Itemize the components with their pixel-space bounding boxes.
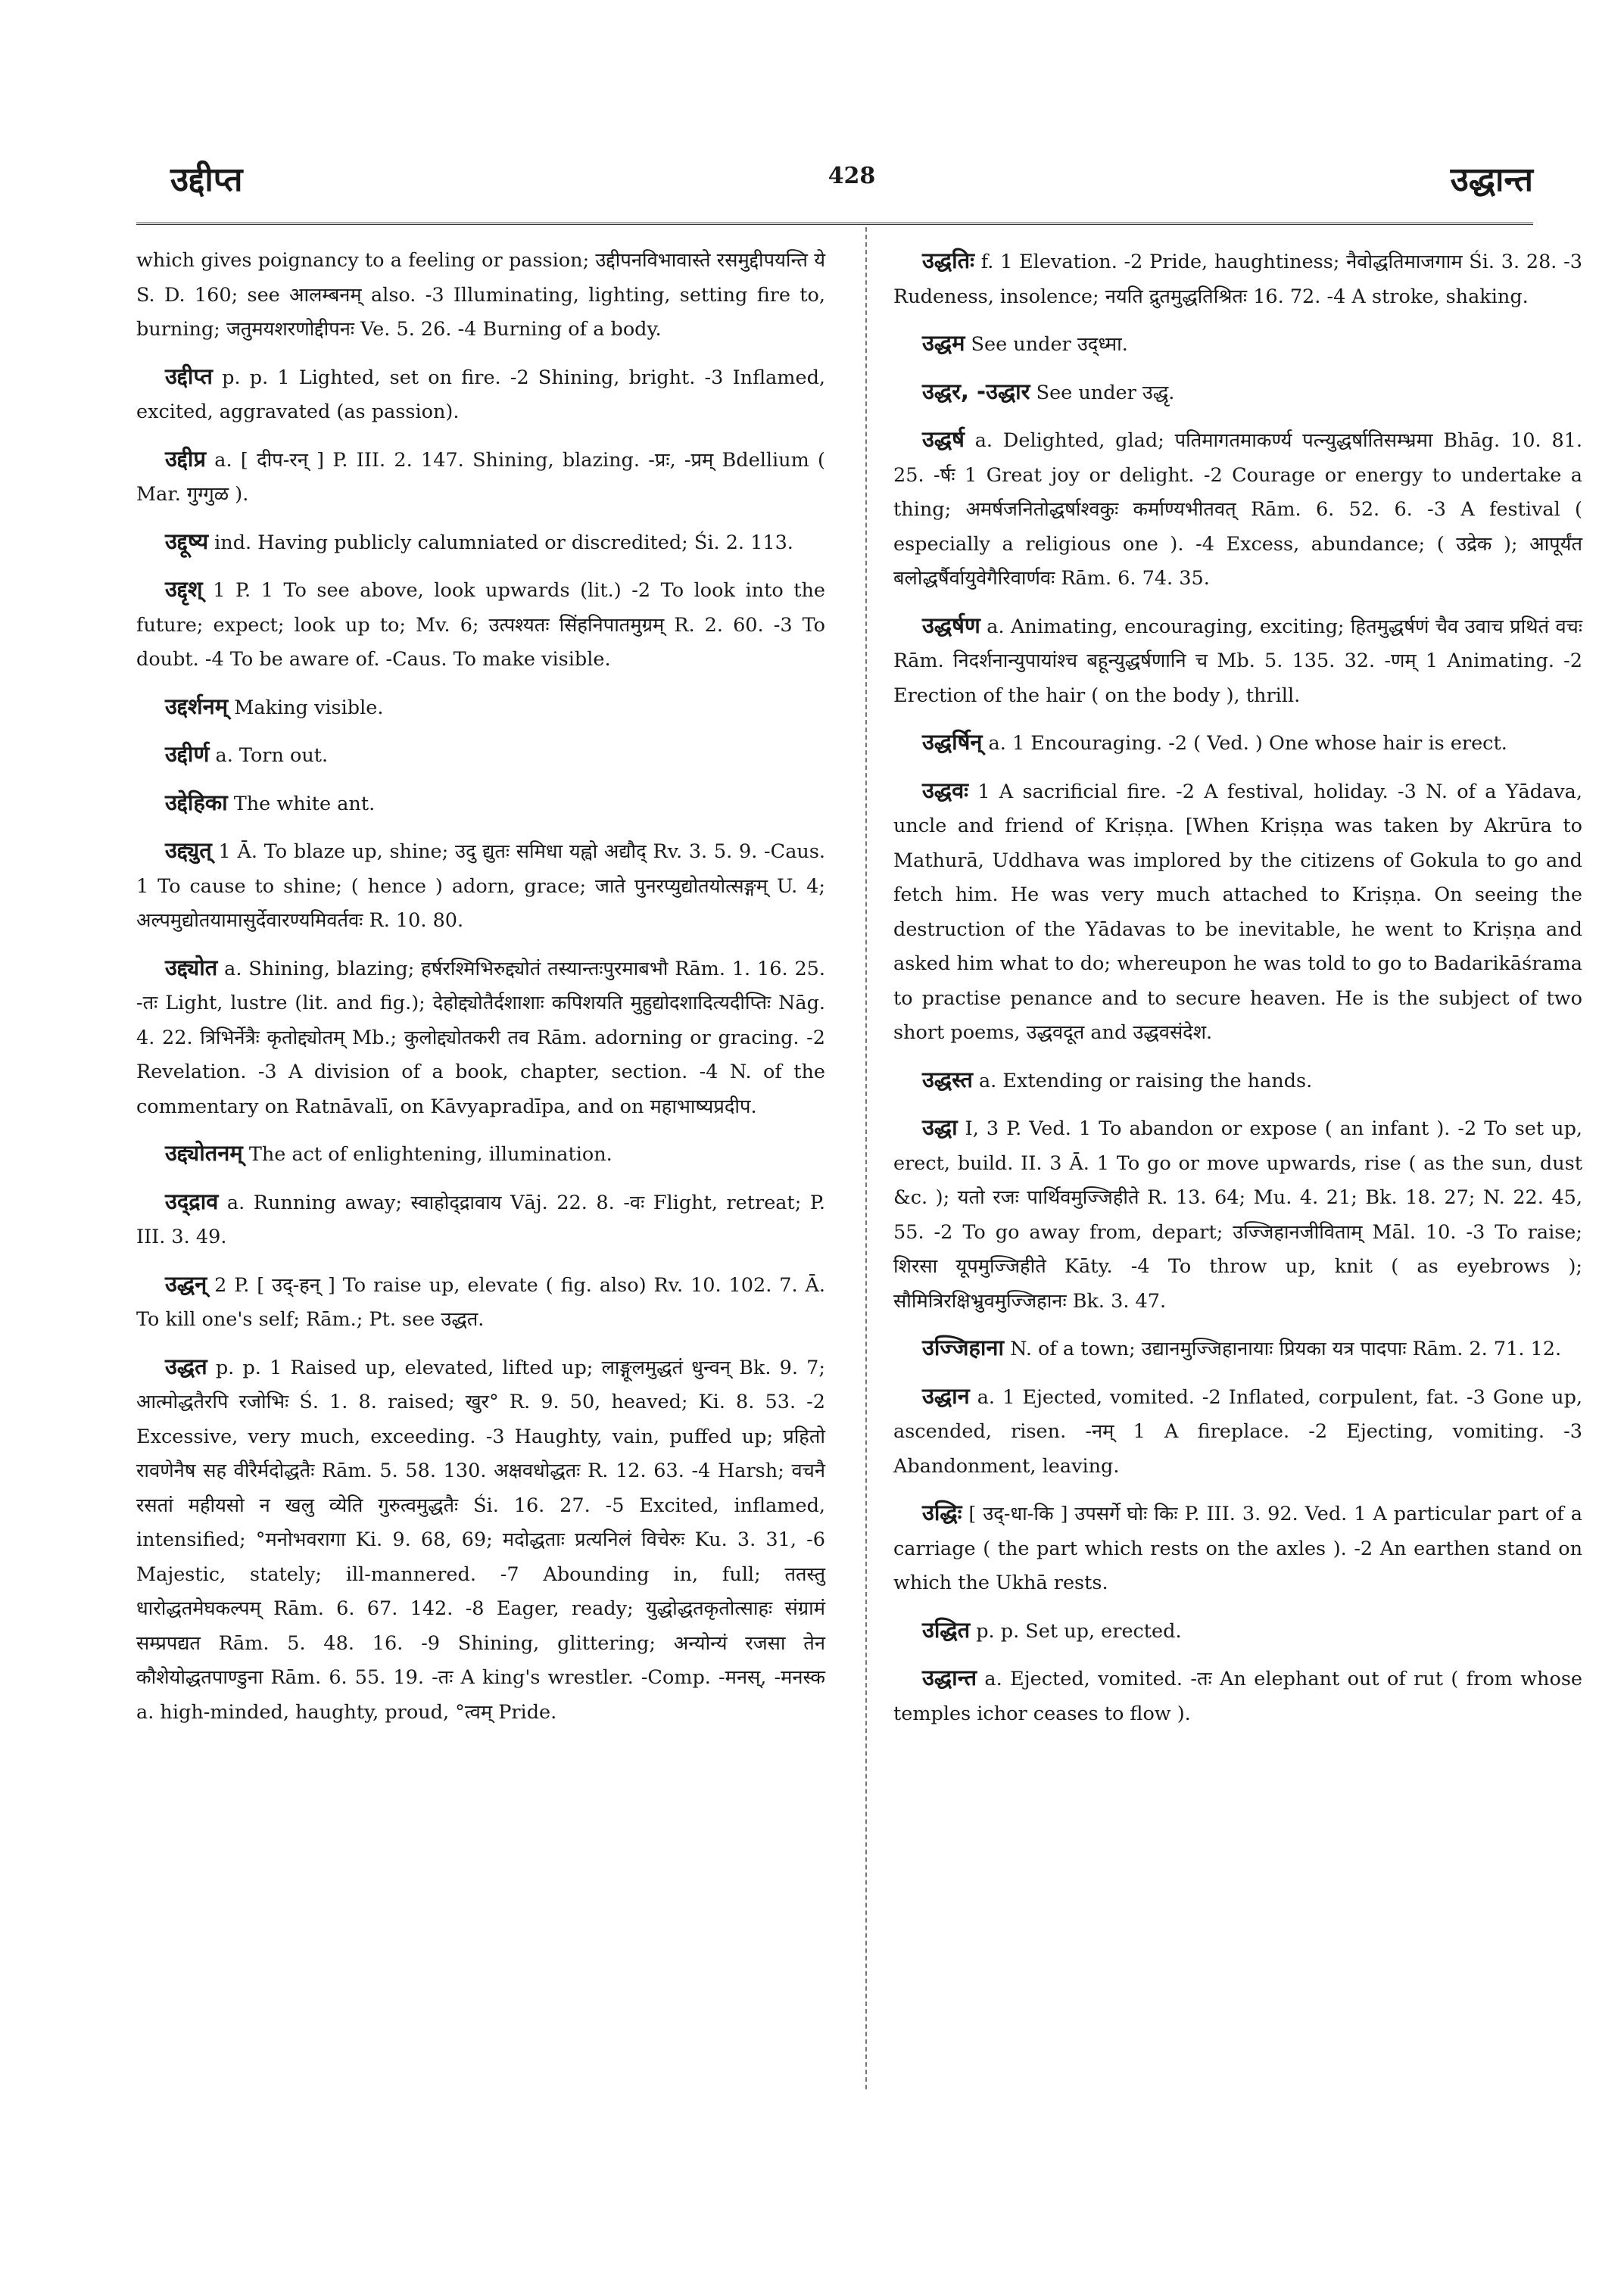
entry-headword: उद्दूष्य	[165, 528, 209, 554]
entry-text: See under उद्ध्मा.	[971, 333, 1128, 356]
entry-headword: उद्दर्शनम्	[165, 693, 229, 719]
page-number: 428	[828, 163, 876, 189]
dictionary-entry	[136, 833, 825, 939]
entry-text: 1 A sacrificial fire. -2 A festival, holiday. -3 N. of a Yādava, uncle and friend of Kriṣṇa. [When Kriṣṇa was taken by Akrūra to Mathurā, Uddhava was implored by the citizens of Gokula to go and fetch him. He was very much attached to Kriṣṇa. On seeing the destruction of the Yādavas to be inevitable, he went to Kriṣṇa and asked him what to do; whereupon he was told to go to Badarikāśrama to practise penance and to secure heaven. He is the subject of two short poems, उद्धवदूत and उद्धवसंदेश.	[893, 780, 1582, 1044]
entry-text: p. p. Set up, erected.	[976, 1619, 1182, 1643]
entry-headword: उद्धर्षण	[922, 612, 980, 638]
entry-text: The white ant.	[233, 792, 376, 815]
dictionary-entry	[136, 1267, 825, 1338]
entry-text: N. of a town; उद्यानमुज्जिहानायाः प्रियका यत्र पादपाः Rām. 2. 71. 12.	[1010, 1338, 1562, 1360]
entry-headword: उद्धस्त	[922, 1066, 973, 1092]
dictionary-entry	[136, 786, 825, 822]
dictionary-entry	[136, 1136, 825, 1173]
dictionary-entry	[893, 1379, 1582, 1485]
entry-headword: उद्द्योत	[165, 954, 218, 980]
entry-text: a. [ दीप-रन् ] P. III. 2. 147. Shining, blazing. -प्रः, -प्रम् Bdellium ( Mar. गुग्गुळ ).	[136, 448, 826, 506]
entry-text: f. 1 Elevation. -2 Pride, haughtiness; नैवोद्धतिमाजगाम Śi. 3. 28. -3 Rudeness, insolence; नयति द्रुतमुद्धतिश्रितः 16. 72. -4 A stroke, shaking.	[893, 251, 1582, 308]
entry-headword: उद्धान	[922, 1382, 970, 1409]
entry-text: 2 P. [ उद्-हन् ] To raise up, elevate ( fig. also) Rv. 10. 102. 7. Ā. To kill one's self; Rām.; Pt. see उद्धत.	[136, 1273, 825, 1331]
entry-headword: उद्द्राव	[165, 1188, 219, 1214]
entry-headword: उद्द्योतनम्	[165, 1140, 243, 1166]
dictionary-entry	[893, 774, 1582, 1051]
entry-text: a. Running away; स्वाहोद्द्रावाय Vāj. 22. 8. -वः Flight, retreat; P. III. 3. 49.	[136, 1191, 825, 1248]
dictionary-entry	[136, 1185, 825, 1255]
entry-text: a. Animating, encouraging, exciting; हितमुद्धर्षणं चैव उवाच प्रथितं वचः Rām. निदर्शनान्युपायांश्च बहून्युद्धर्षणानि च Mb. 5. 135. 32. -णम् 1 Animating. -2 Erection of the hair ( on the body ), thrill.	[893, 615, 1582, 707]
left-column	[136, 244, 825, 1742]
entry-text: a. Ejected, vomited. -तः An elephant out of rut ( from whose temples ichor ceases to flow ).	[893, 1668, 1582, 1725]
entry-headword: उद्धवः	[922, 777, 969, 803]
dictionary-entry	[893, 1111, 1582, 1319]
entry-headword: उद्धान्त	[922, 1665, 977, 1690]
dictionary-entry	[136, 690, 825, 726]
dictionary-entry	[136, 360, 825, 430]
dictionary-entry	[893, 1613, 1582, 1650]
dictionary-entry	[893, 1496, 1582, 1601]
dictionary-entry	[136, 951, 825, 1125]
entry-headword: उद्धिः	[922, 1500, 962, 1525]
entry-text: 1 Ā. To blaze up, shine; उदु द्युतः समिधा यह्वो अद्यौद् Rv. 3. 5. 9. -Caus. 1 To cause to shine; ( hence ) adorn, grace; जाते पुनरप्युद्योतयोत्सङ्गम् U. 4; अल्पमुद्योतयामासुर्देवारण्यमिवर्तवः R. 10. 80.	[136, 840, 826, 932]
dictionary-entry	[136, 244, 825, 347]
entry-headword: उद्धन्	[165, 1270, 207, 1297]
entry-text: 1 P. 1 To see above, look upwards (lit.) -2 To look into the future; expect; look up to; Mv. 6; उत्पश्यतः सिंहनिपातमुग्रम् R. 2. 60. -3 To doubt. -4 To be aware of. -Caus. To make visible.	[136, 579, 825, 671]
entry-text: The act of enlightening, illumination.	[248, 1143, 613, 1166]
entry-headword: उद्धित	[922, 1616, 971, 1643]
entry-text: which gives poignancy to a feeling or passion; उद्दीपनविभावास्ते रसमुद्दीपयन्ति ये S. D. 160; see आलम्बनम् also. -3 Illuminating, lighting, setting fire to, burning; जतुमयशरणोद्दीपनः Ve. 5. 26. -4 Burning of a body.	[136, 249, 825, 341]
entry-text: I, 3 P. Ved. 1 To abandon or expose ( an infant ). -2 To set up, erect, build. II. 3 Ā. 1 To go or move upwards, rise ( as the sun, dust &c. ); यतो रजः पार्थिवमुज्जिहीते R. 13. 64; Mu. 4. 21; Bk. 18. 27; N. 22. 45, 55. -2 To go away from, depart; उज्जिहानजीविताम् Māl. 10. -3 To raise; शिरसा यूपमुज्जिहीते Kāty. -4 To throw up, knit ( as eyebrows ); सौमित्रिरक्षिभ्रुवमुज्जिहानः Bk. 3. 47.	[893, 1117, 1583, 1313]
entry-text: a. 1 Encouraging. -2 ( Ved. ) One whose hair is erect.	[988, 732, 1507, 755]
entry-headword: उद्धर, -उद्धार	[922, 378, 1030, 404]
entry-headword: उद्दृश्	[165, 576, 203, 602]
dictionary-entry	[136, 442, 825, 512]
dictionary-entry	[893, 326, 1582, 363]
dictionary-entry	[893, 1063, 1582, 1099]
page-header	[170, 155, 1533, 201]
entry-text: [ उद्-धा-कि ] उपसर्गे घोः किः P. III. 3. 92. Ved. 1 A particular part of a carriage ( the part which rests on the axles ). -2 An earthen stand on which the Ukhā rests.	[893, 1503, 1582, 1594]
entry-headword: उद्दीर्ण	[165, 741, 210, 767]
entry-headword: उद्धतिः	[922, 248, 974, 273]
entry-headword: उद्दीप्र	[165, 445, 206, 472]
entry-text: p. p. 1 Raised up, elevated, lifted up; लाङ्गूलमुद्धतं धुन्वन् Bk. 9. 7; आत्मोद्धतैरपि रजोभिः Ś. 1. 8. raised; खुर° R. 9. 50, heaved; Ki. 8. 53. -2 Excessive, very much, exceeding. -3 Haughty, vain, puffed up; प्रहितो रावणेनैष सह वीरैर्मदोद्धतैः Rām. 5. 58. 130. अक्षवधोद्धतः R. 12. 63. -4 Harsh; वचनै रसतां महीयसो न खलु व्येति गुरुत्वमुद्धतैः Śi. 16. 27. -5 Excited, inflamed, intensified; °मनोभवरागा Ki. 9. 68, 69; मदोद्धताः प्रत्यनिलं विचेरुः Ku. 3. 31, -6 Majestic, stately; ill-mannered. -7 Abounding in, full; ततस्तु धारोद्धतमेघकल्पम् Rām. 6. 67. 142. -8 Eager, ready; युद्धोद्धतकृतोत्साहः संग्रामं सम्प्रपद्यत Rām. 5. 48. 16. -9 Shining, glittering; अन्योन्यं रजसा तेन कौशेयोद्धतपाण्डुना Rām. 6. 55. 19. -तः A king's wrestler. -Comp. -मनस्, -मनस्क a. high-minded, haughty, proud, °त्वम् Pride.	[136, 1356, 825, 1724]
header-rule	[136, 223, 1533, 225]
left-running-headword: उद्दीप्त	[170, 160, 243, 199]
entry-headword: उद्धर्षिन्	[922, 729, 983, 755]
entry-text: a. Torn out.	[215, 744, 329, 767]
entry-text: ind. Having publicly calumniated or discredited; Śi. 2. 113.	[214, 531, 793, 554]
entry-headword: उद्धर्ष	[922, 426, 965, 452]
entry-text: p. p. 1 Lighted, set on fire. -2 Shining, bright. -3 Inflamed, excited, aggravated (as passion).	[136, 366, 826, 423]
entry-headword: उद्दीप्त	[165, 363, 213, 389]
dictionary-entry	[136, 1350, 825, 1731]
dictionary-entry	[893, 375, 1582, 411]
right-column	[893, 244, 1582, 1743]
entry-text: a. Extending or raising the hands.	[978, 1069, 1313, 1092]
entry-text: a. Shining, blazing; हर्षरश्मिभिरुद्द्योतं तस्यान्तःपुरमाबभौ Rām. 1. 16. 25. -तः Light, lustre (lit. and fig.); देहोद्द्योतैर्दशाशाः कपिशयति मुहुद्योदशादित्यदीप्तिः Nāg. 4. 22. त्रिभिर्नेत्रैः कृतोद्द्योतम् Mb.; कुलोद्द्योतकरी तव Rām. adorning or gracing. -2 Revelation. -3 A division of a book, chapter, section. -4 N. of the commentary on Ratnāvalī, on Kāvyapradīpa, and on महाभाष्यप्रदीप.	[136, 957, 825, 1118]
dictionary-entry	[893, 725, 1582, 762]
entry-headword: उद्धम	[922, 330, 965, 356]
entry-text: See under उद्धृ.	[1036, 381, 1175, 404]
dictionary-entry	[893, 422, 1582, 597]
entry-text: Making visible.	[234, 696, 384, 719]
dictionary-entry	[136, 572, 825, 678]
dictionary-entry	[893, 1661, 1582, 1731]
right-running-headword: उद्धान्त	[1450, 160, 1533, 199]
entry-text: a. Delighted, glad; पतिमागतमाकर्ण्य पत्न्युद्धर्षातिसम्भ्रमा Bhāg. 10. 81. 25. -र्षः 1 Great joy or delight. -2 Courage or energy to undertake a thing; अमर्षजनितोद्धर्षाश्वकुः कर्माण्यभीतवत् Rām. 6. 52. 6. -3 A festival ( especially a religious one ). -4 Excess, abundance; ( उद्रेक ); आपूर्यंत बलोद्धर्षैर्वायुवेगैरिवार्णवः Rām. 6. 74. 35.	[893, 429, 1582, 590]
dictionary-entry	[136, 737, 825, 774]
entry-headword: उद्देहिका	[165, 789, 228, 815]
entry-headword: उज्जिहाना	[922, 1335, 1005, 1360]
column-divider	[865, 227, 867, 2089]
dictionary-entry	[893, 609, 1582, 714]
dictionary-entry	[893, 244, 1582, 314]
dictionary-entry	[893, 1331, 1582, 1367]
entry-text: a. 1 Ejected, vomited. -2 Inflated, corpulent, fat. -3 Gone up, ascended, risen. -नम् 1 A fireplace. -2 Ejecting, vomiting. -3 Abandonment, leaving.	[893, 1385, 1582, 1478]
entry-headword: उद्धा	[922, 1114, 958, 1140]
entry-headword: उद्धत	[165, 1353, 207, 1379]
entry-headword: उद्द्युत्	[165, 837, 212, 863]
dictionary-entry	[136, 525, 825, 561]
